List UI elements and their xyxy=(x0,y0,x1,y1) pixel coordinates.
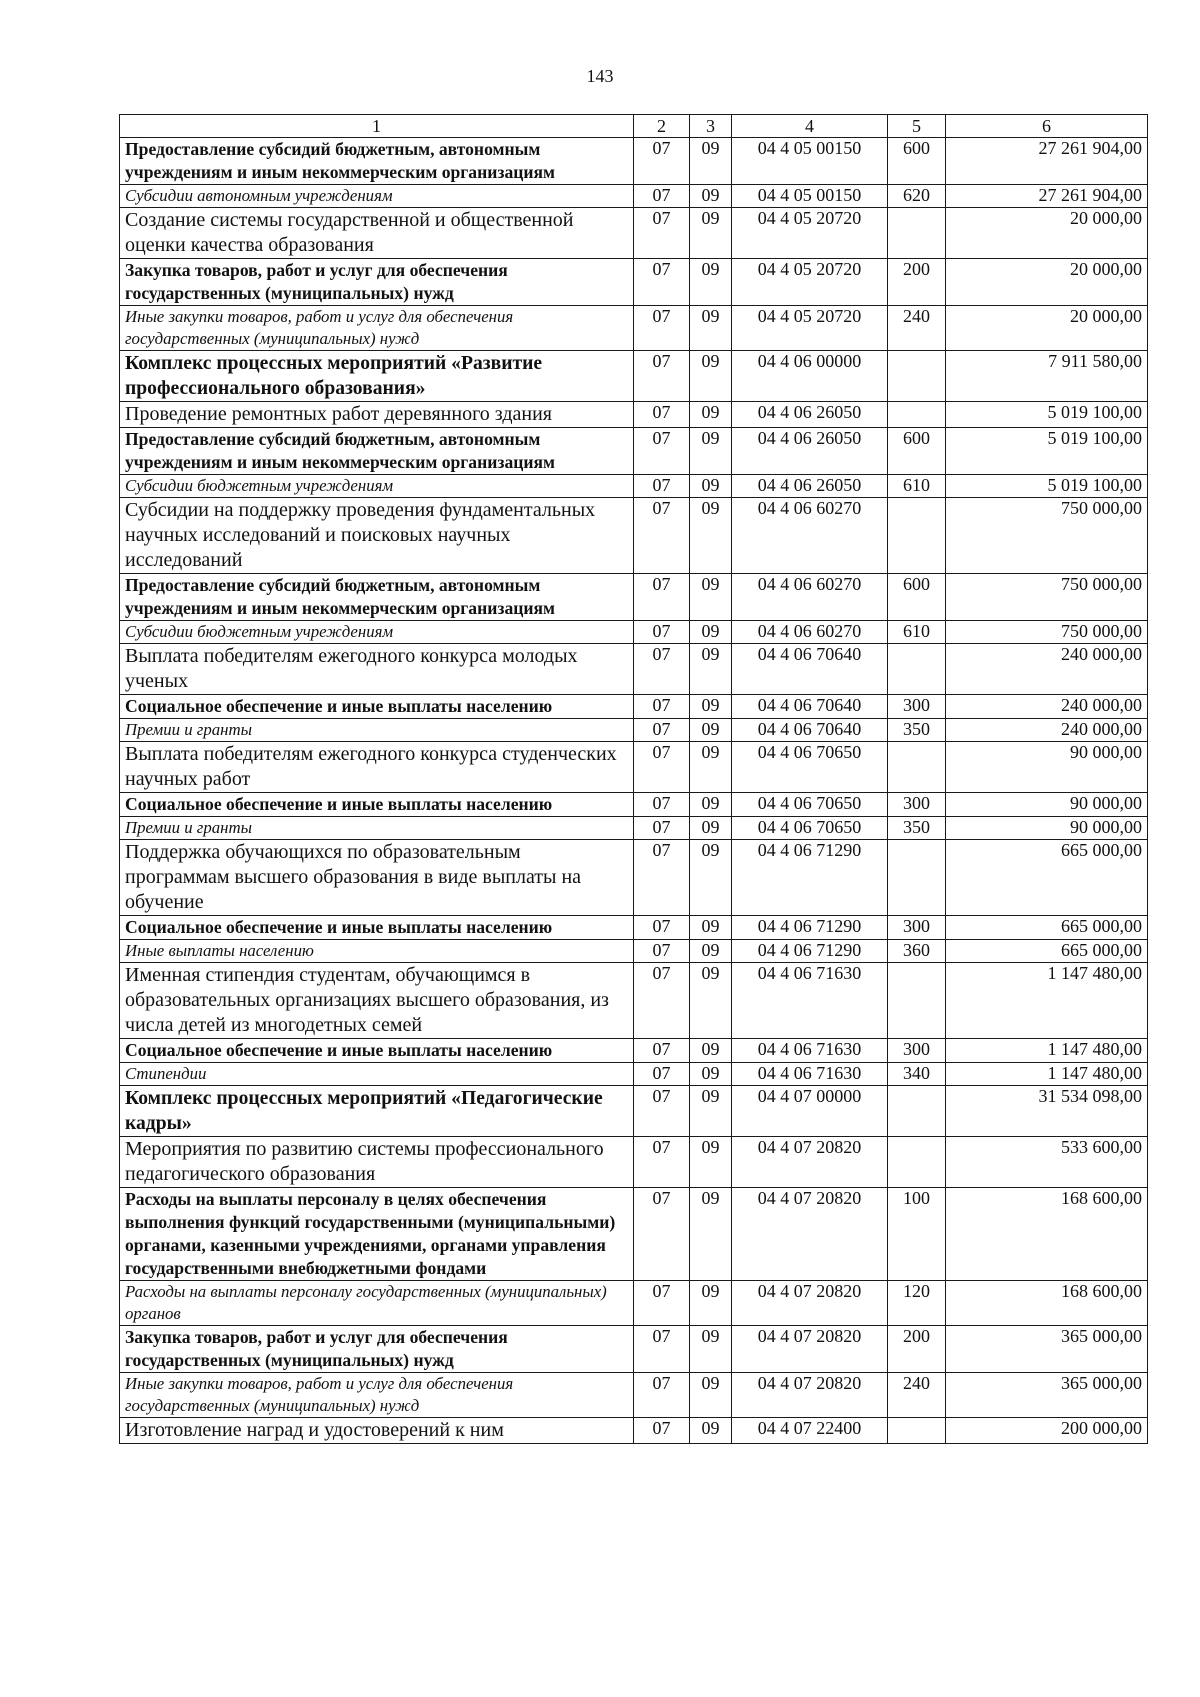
row-expense-type xyxy=(888,1137,946,1188)
row-section-code: 07 xyxy=(634,1137,690,1188)
budget-table xyxy=(119,114,1148,1444)
row-section-code: 07 xyxy=(634,1373,690,1418)
table-row xyxy=(120,940,1148,963)
row-name: Социальное обеспечение и иные выплаты населению xyxy=(120,916,634,940)
table-header-row xyxy=(120,115,1148,138)
row-section-code: 07 xyxy=(634,940,690,963)
row-section-code: 07 xyxy=(634,621,690,644)
row-name: Выплата победителям ежегодного конкурса молодых ученых xyxy=(120,644,634,695)
row-section-code: 07 xyxy=(634,475,690,498)
row-subsection-code: 09 xyxy=(690,428,732,475)
row-amount: 240 000,00 xyxy=(946,695,1148,719)
row-target-article: 04 4 07 20820 xyxy=(732,1188,888,1281)
table-row xyxy=(120,1039,1148,1063)
row-expense-type: 300 xyxy=(888,695,946,719)
row-subsection-code: 09 xyxy=(690,940,732,963)
row-target-article: 04 4 06 70650 xyxy=(732,742,888,793)
row-name: Субсидии бюджетным учреждениям xyxy=(120,621,634,644)
row-expense-type: 300 xyxy=(888,916,946,940)
row-amount: 200 000,00 xyxy=(946,1418,1148,1444)
row-amount: 90 000,00 xyxy=(946,817,1148,840)
row-section-code: 07 xyxy=(634,208,690,259)
row-name: Субсидии автономным учреждениям xyxy=(120,185,634,208)
row-name: Премии и гранты xyxy=(120,719,634,742)
row-expense-type: 350 xyxy=(888,817,946,840)
table-row xyxy=(120,475,1148,498)
row-subsection-code: 09 xyxy=(690,475,732,498)
row-expense-type: 600 xyxy=(888,574,946,621)
row-subsection-code: 09 xyxy=(690,574,732,621)
row-target-article: 04 4 06 71290 xyxy=(732,916,888,940)
table-row xyxy=(120,574,1148,621)
row-subsection-code: 09 xyxy=(690,719,732,742)
table-row xyxy=(120,138,1148,185)
table-row xyxy=(120,963,1148,1039)
row-subsection-code: 09 xyxy=(690,742,732,793)
row-amount: 750 000,00 xyxy=(946,574,1148,621)
row-expense-type: 200 xyxy=(888,1326,946,1373)
row-subsection-code: 09 xyxy=(690,1326,732,1373)
row-section-code: 07 xyxy=(634,817,690,840)
row-name: Иные выплаты населению xyxy=(120,940,634,963)
row-section-code: 07 xyxy=(634,840,690,916)
row-expense-type: 340 xyxy=(888,1063,946,1086)
table-row xyxy=(120,1281,1148,1326)
column-header: 6 xyxy=(946,115,1148,138)
row-section-code: 07 xyxy=(634,963,690,1039)
row-target-article: 04 4 06 70640 xyxy=(732,719,888,742)
row-amount: 90 000,00 xyxy=(946,742,1148,793)
table-row xyxy=(120,1418,1148,1444)
column-header: 5 xyxy=(888,115,946,138)
row-expense-type: 610 xyxy=(888,621,946,644)
row-expense-type: 620 xyxy=(888,185,946,208)
row-amount: 750 000,00 xyxy=(946,498,1148,574)
row-target-article: 04 4 06 26050 xyxy=(732,402,888,428)
row-name: Социальное обеспечение и иные выплаты населению xyxy=(120,793,634,817)
row-section-code: 07 xyxy=(634,1326,690,1373)
table-row xyxy=(120,259,1148,306)
table-row xyxy=(120,208,1148,259)
row-target-article: 04 4 05 20720 xyxy=(732,259,888,306)
row-subsection-code: 09 xyxy=(690,208,732,259)
row-target-article: 04 4 06 60270 xyxy=(732,498,888,574)
row-amount: 20 000,00 xyxy=(946,259,1148,306)
row-subsection-code: 09 xyxy=(690,185,732,208)
row-section-code: 07 xyxy=(634,644,690,695)
row-target-article: 04 4 06 00000 xyxy=(732,351,888,402)
row-amount: 533 600,00 xyxy=(946,1137,1148,1188)
row-target-article: 04 4 06 71630 xyxy=(732,1039,888,1063)
row-section-code: 07 xyxy=(634,428,690,475)
row-expense-type xyxy=(888,208,946,259)
column-header: 4 xyxy=(732,115,888,138)
row-target-article: 04 4 06 60270 xyxy=(732,621,888,644)
row-target-article: 04 4 07 20820 xyxy=(732,1326,888,1373)
table-row xyxy=(120,840,1148,916)
table-row xyxy=(120,817,1148,840)
row-expense-type xyxy=(888,742,946,793)
row-name: Предоставление субсидий бюджетным, автономным учреждениям и иным некоммерческим организациям xyxy=(120,428,634,475)
row-target-article: 04 4 06 71630 xyxy=(732,1063,888,1086)
row-section-code: 07 xyxy=(634,259,690,306)
row-expense-type xyxy=(888,963,946,1039)
row-target-article: 04 4 07 20820 xyxy=(732,1373,888,1418)
row-subsection-code: 09 xyxy=(690,402,732,428)
row-expense-type xyxy=(888,644,946,695)
table-row xyxy=(120,695,1148,719)
row-target-article: 04 4 07 20820 xyxy=(732,1281,888,1326)
row-amount: 1 147 480,00 xyxy=(946,1063,1148,1086)
row-subsection-code: 09 xyxy=(690,259,732,306)
row-name: Стипендии xyxy=(120,1063,634,1086)
row-subsection-code: 09 xyxy=(690,1373,732,1418)
row-name: Создание системы государственной и общественной оценки качества образования xyxy=(120,208,634,259)
row-expense-type: 600 xyxy=(888,428,946,475)
row-subsection-code: 09 xyxy=(690,306,732,351)
row-name: Премии и гранты xyxy=(120,817,634,840)
row-section-code: 07 xyxy=(634,1418,690,1444)
row-section-code: 07 xyxy=(634,138,690,185)
row-subsection-code: 09 xyxy=(690,1418,732,1444)
row-target-article: 04 4 07 20820 xyxy=(732,1137,888,1188)
row-amount: 240 000,00 xyxy=(946,644,1148,695)
row-section-code: 07 xyxy=(634,695,690,719)
row-amount: 27 261 904,00 xyxy=(946,138,1148,185)
table-row xyxy=(120,621,1148,644)
table-row xyxy=(120,1326,1148,1373)
row-name: Предоставление субсидий бюджетным, автономным учреждениям и иным некоммерческим организациям xyxy=(120,138,634,185)
row-section-code: 07 xyxy=(634,185,690,208)
row-name: Изготовление наград и удостоверений к ним xyxy=(120,1418,634,1444)
table-row xyxy=(120,644,1148,695)
row-target-article: 04 4 06 71290 xyxy=(732,940,888,963)
row-subsection-code: 09 xyxy=(690,644,732,695)
row-name: Закупка товаров, работ и услуг для обеспечения государственных (муниципальных) нужд xyxy=(120,1326,634,1373)
table-row xyxy=(120,1137,1148,1188)
table-row xyxy=(120,719,1148,742)
row-expense-type: 240 xyxy=(888,306,946,351)
row-subsection-code: 09 xyxy=(690,1188,732,1281)
row-target-article: 04 4 06 71290 xyxy=(732,840,888,916)
row-subsection-code: 09 xyxy=(690,695,732,719)
row-amount: 20 000,00 xyxy=(946,208,1148,259)
row-subsection-code: 09 xyxy=(690,1039,732,1063)
row-amount: 240 000,00 xyxy=(946,719,1148,742)
row-subsection-code: 09 xyxy=(690,351,732,402)
row-target-article: 04 4 07 22400 xyxy=(732,1418,888,1444)
row-name: Мероприятия по развитию системы профессионального педагогического образования xyxy=(120,1137,634,1188)
row-subsection-code: 09 xyxy=(690,1281,732,1326)
row-expense-type xyxy=(888,498,946,574)
row-amount: 665 000,00 xyxy=(946,916,1148,940)
row-name: Расходы на выплаты персоналу в целях обеспечения выполнения функций государственными (муниципальными) органами, казенными учреждениями, органами управления государственными внебюджетными фондами xyxy=(120,1188,634,1281)
table-row xyxy=(120,402,1148,428)
row-target-article: 04 4 06 70640 xyxy=(732,644,888,695)
row-amount: 168 600,00 xyxy=(946,1188,1148,1281)
row-amount: 1 147 480,00 xyxy=(946,963,1148,1039)
row-expense-type: 300 xyxy=(888,793,946,817)
table-row xyxy=(120,1188,1148,1281)
row-target-article: 04 4 06 71630 xyxy=(732,963,888,1039)
row-subsection-code: 09 xyxy=(690,793,732,817)
table-row xyxy=(120,1086,1148,1137)
row-section-code: 07 xyxy=(634,574,690,621)
table-row xyxy=(120,742,1148,793)
table-row xyxy=(120,428,1148,475)
row-section-code: 07 xyxy=(634,1086,690,1137)
row-amount: 7 911 580,00 xyxy=(946,351,1148,402)
row-name: Иные закупки товаров, работ и услуг для обеспечения государственных (муниципальных) нужд xyxy=(120,1373,634,1418)
table-row xyxy=(120,916,1148,940)
row-amount: 5 019 100,00 xyxy=(946,402,1148,428)
row-expense-type: 600 xyxy=(888,138,946,185)
row-amount: 168 600,00 xyxy=(946,1281,1148,1326)
row-target-article: 04 4 06 70650 xyxy=(732,793,888,817)
row-target-article: 04 4 05 20720 xyxy=(732,208,888,259)
row-name: Субсидии бюджетным учреждениям xyxy=(120,475,634,498)
row-name: Иные закупки товаров, работ и услуг для обеспечения государственных (муниципальных) нужд xyxy=(120,306,634,351)
row-amount: 27 261 904,00 xyxy=(946,185,1148,208)
row-name: Субсидии на поддержку проведения фундаментальных научных исследований и поисковых научных исследований xyxy=(120,498,634,574)
row-section-code: 07 xyxy=(634,402,690,428)
row-amount: 1 147 480,00 xyxy=(946,1039,1148,1063)
row-target-article: 04 4 06 26050 xyxy=(732,428,888,475)
row-expense-type xyxy=(888,1086,946,1137)
row-expense-type: 200 xyxy=(888,259,946,306)
table-row xyxy=(120,793,1148,817)
row-amount: 5 019 100,00 xyxy=(946,428,1148,475)
page-number: 143 xyxy=(586,66,614,86)
row-expense-type xyxy=(888,1418,946,1444)
row-subsection-code: 09 xyxy=(690,840,732,916)
row-amount: 90 000,00 xyxy=(946,793,1148,817)
row-section-code: 07 xyxy=(634,1039,690,1063)
column-header: 3 xyxy=(690,115,732,138)
row-expense-type xyxy=(888,402,946,428)
row-expense-type: 350 xyxy=(888,719,946,742)
row-expense-type: 610 xyxy=(888,475,946,498)
row-expense-type: 240 xyxy=(888,1373,946,1418)
row-name: Выплата победителям ежегодного конкурса студенческих научных работ xyxy=(120,742,634,793)
row-name: Именная стипендия студентам, обучающимся в образовательных организациях высшего образования, из числа детей из многодетных семей xyxy=(120,963,634,1039)
row-target-article: 04 4 06 70640 xyxy=(732,695,888,719)
row-section-code: 07 xyxy=(634,793,690,817)
row-expense-type: 300 xyxy=(888,1039,946,1063)
table-row xyxy=(120,1373,1148,1418)
row-expense-type xyxy=(888,840,946,916)
row-subsection-code: 09 xyxy=(690,817,732,840)
row-amount: 20 000,00 xyxy=(946,306,1148,351)
row-section-code: 07 xyxy=(634,1063,690,1086)
row-subsection-code: 09 xyxy=(690,498,732,574)
table-row xyxy=(120,351,1148,402)
row-amount: 665 000,00 xyxy=(946,840,1148,916)
row-name: Социальное обеспечение и иные выплаты населению xyxy=(120,1039,634,1063)
row-target-article: 04 4 06 26050 xyxy=(732,475,888,498)
row-amount: 5 019 100,00 xyxy=(946,475,1148,498)
row-amount: 31 534 098,00 xyxy=(946,1086,1148,1137)
table-row xyxy=(120,498,1148,574)
row-amount: 665 000,00 xyxy=(946,940,1148,963)
row-subsection-code: 09 xyxy=(690,963,732,1039)
row-section-code: 07 xyxy=(634,498,690,574)
row-subsection-code: 09 xyxy=(690,916,732,940)
row-expense-type: 100 xyxy=(888,1188,946,1281)
row-name: Предоставление субсидий бюджетным, автономным учреждениям и иным некоммерческим организациям xyxy=(120,574,634,621)
table-row xyxy=(120,306,1148,351)
row-name: Закупка товаров, работ и услуг для обеспечения государственных (муниципальных) нужд xyxy=(120,259,634,306)
row-target-article: 04 4 06 60270 xyxy=(732,574,888,621)
column-header: 1 xyxy=(120,115,634,138)
row-subsection-code: 09 xyxy=(690,1137,732,1188)
table-row xyxy=(120,185,1148,208)
row-section-code: 07 xyxy=(634,719,690,742)
row-expense-type: 360 xyxy=(888,940,946,963)
row-section-code: 07 xyxy=(634,1281,690,1326)
row-name: Поддержка обучающихся по образовательным программам высшего образования в виде выплаты на обучение xyxy=(120,840,634,916)
row-target-article: 04 4 06 70650 xyxy=(732,817,888,840)
row-name: Социальное обеспечение и иные выплаты населению xyxy=(120,695,634,719)
row-section-code: 07 xyxy=(634,351,690,402)
row-section-code: 07 xyxy=(634,1188,690,1281)
row-name: Комплекс процессных мероприятий «Педагогические кадры» xyxy=(120,1086,634,1137)
row-name: Расходы на выплаты персоналу государственных (муниципальных) органов xyxy=(120,1281,634,1326)
row-section-code: 07 xyxy=(634,916,690,940)
row-section-code: 07 xyxy=(634,742,690,793)
row-target-article: 04 4 07 00000 xyxy=(732,1086,888,1137)
row-name: Проведение ремонтных работ деревянного здания xyxy=(120,402,634,428)
column-header: 2 xyxy=(634,115,690,138)
row-expense-type: 120 xyxy=(888,1281,946,1326)
table-row xyxy=(120,1063,1148,1086)
row-section-code: 07 xyxy=(634,306,690,351)
row-amount: 750 000,00 xyxy=(946,621,1148,644)
row-subsection-code: 09 xyxy=(690,138,732,185)
row-subsection-code: 09 xyxy=(690,1063,732,1086)
row-target-article: 04 4 05 20720 xyxy=(732,306,888,351)
row-expense-type xyxy=(888,351,946,402)
row-amount: 365 000,00 xyxy=(946,1373,1148,1418)
row-target-article: 04 4 05 00150 xyxy=(732,138,888,185)
row-name: Комплекс процессных мероприятий «Развитие профессионального образования» xyxy=(120,351,634,402)
row-subsection-code: 09 xyxy=(690,621,732,644)
row-subsection-code: 09 xyxy=(690,1086,732,1137)
row-target-article: 04 4 05 00150 xyxy=(732,185,888,208)
row-amount: 365 000,00 xyxy=(946,1326,1148,1373)
